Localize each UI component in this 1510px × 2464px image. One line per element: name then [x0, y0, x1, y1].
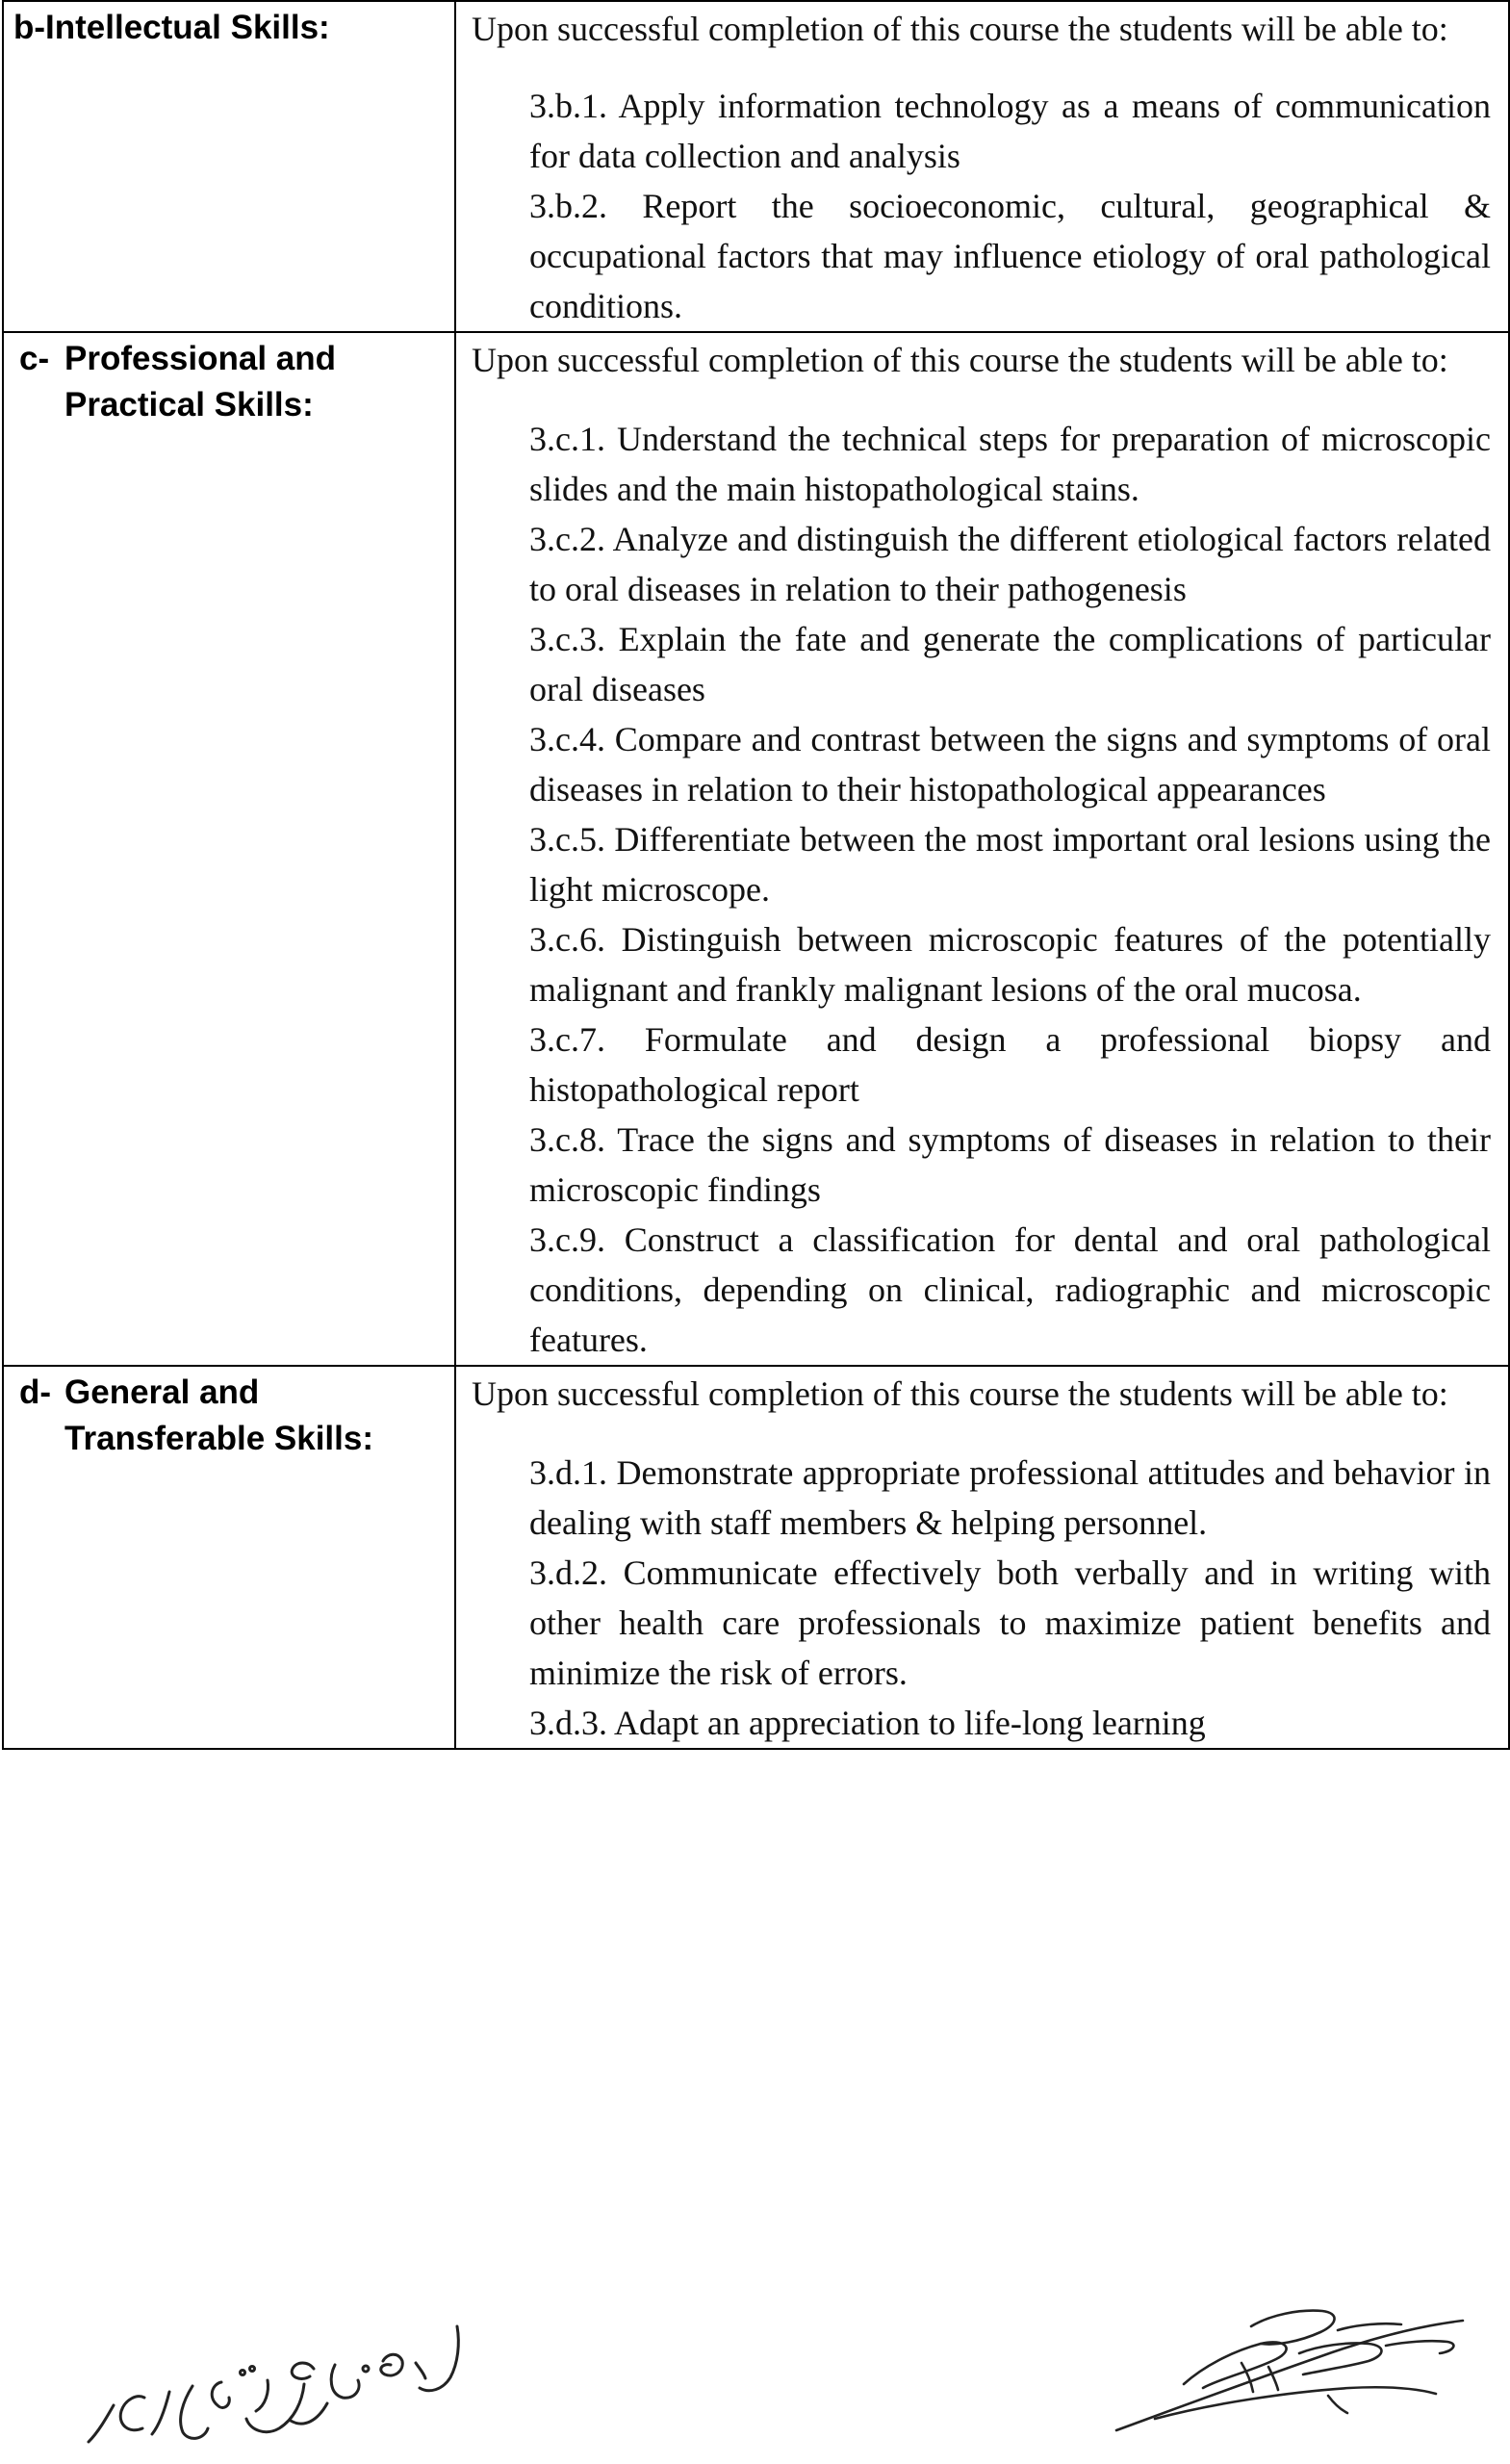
section-label-line: Transferable Skills: — [64, 1420, 373, 1457]
outcome-item: 3.b.2. Report the socioeconomic, cultural, geographical & occupational factors that may influence etiology of oral pathological conditions. — [529, 187, 1491, 325]
outcome-list — [529, 414, 1491, 1365]
section-label-cell — [3, 332, 455, 1366]
outcome-item: 3.c.2. Analyze and distinguish the different etiological factors related to oral diseases in relation to their pathogenesis — [529, 520, 1491, 608]
outcome-item: 3.c.4. Compare and contrast between the signs and symptoms of oral diseases in relation to their histopathological appearances — [529, 720, 1491, 808]
outcome-item: 3.b.1. Apply information technology as a means of communication for data collection and analysis — [529, 87, 1491, 175]
table-row-intellectual-skills — [3, 1, 1509, 332]
outcome-list — [529, 81, 1491, 331]
section-label-line: Intellectual Skills: — [45, 9, 330, 46]
outcome-item: 3.c.7. Formulate and design a professional biopsy and histopathological report — [529, 1020, 1491, 1109]
outcome-item: 3.c.6. Distinguish between microscopic features of the potentially malignant and frankly malignant lesions of the oral mucosa. — [529, 920, 1491, 1009]
outcome-item: 3.d.3. Adapt an appreciation to life-long learning — [529, 1704, 1206, 1742]
outcome-list — [529, 1448, 1491, 1748]
section-content-cell — [455, 1, 1509, 332]
outcome-item: 3.c.8. Trace the signs and symptoms of diseases in relation to their microscopic findings — [529, 1120, 1491, 1209]
outcome-item: 3.c.5. Differentiate between the most important oral lesions using the light microscope. — [529, 820, 1491, 909]
section-intro: Upon successful completion of this course the students will be able to: — [472, 341, 1448, 379]
section-label-cell — [3, 1366, 455, 1749]
section-content-cell — [455, 1366, 1509, 1749]
learning-outcomes-table — [2, 0, 1510, 1750]
section-prefix: d- — [19, 1373, 52, 1411]
table-row-professional-skills — [3, 332, 1509, 1366]
outcome-item: 3.d.2. Communicate effectively both verbally and in writing with other health care professionals to maximize patient benefits and minimize the risk of errors. — [529, 1553, 1491, 1692]
section-intro: Upon successful completion of this course the students will be able to: — [472, 1374, 1448, 1413]
signature-right — [1097, 2296, 1482, 2440]
signature-left — [77, 2305, 491, 2450]
outcome-item: 3.c.3. Explain the fate and generate the complications of particular oral diseases — [529, 620, 1491, 708]
section-content-cell — [455, 332, 1509, 1366]
section-intro: Upon successful completion of this course the students will be able to: — [472, 10, 1448, 48]
section-label-cell — [3, 1, 455, 332]
section-label-line: Practical Skills: — [64, 386, 314, 424]
outcome-item: 3.c.1. Understand the technical steps for preparation of microscopic slides and the main histopathological stains. — [529, 420, 1491, 508]
section-label-line: Professional and — [64, 340, 337, 377]
section-label-line: General and — [64, 1373, 260, 1411]
section-prefix: b- — [13, 9, 46, 46]
table-row-general-skills — [3, 1366, 1509, 1749]
outcome-item: 3.c.9. Construct a classification for dental and oral pathological conditions, depending on clinical, radiographic and microscopic features. — [529, 1220, 1491, 1359]
section-prefix: c- — [19, 340, 50, 377]
outcome-item: 3.d.1. Demonstrate appropriate professional attitudes and behavior in dealing with staff members & helping personnel. — [529, 1453, 1491, 1542]
